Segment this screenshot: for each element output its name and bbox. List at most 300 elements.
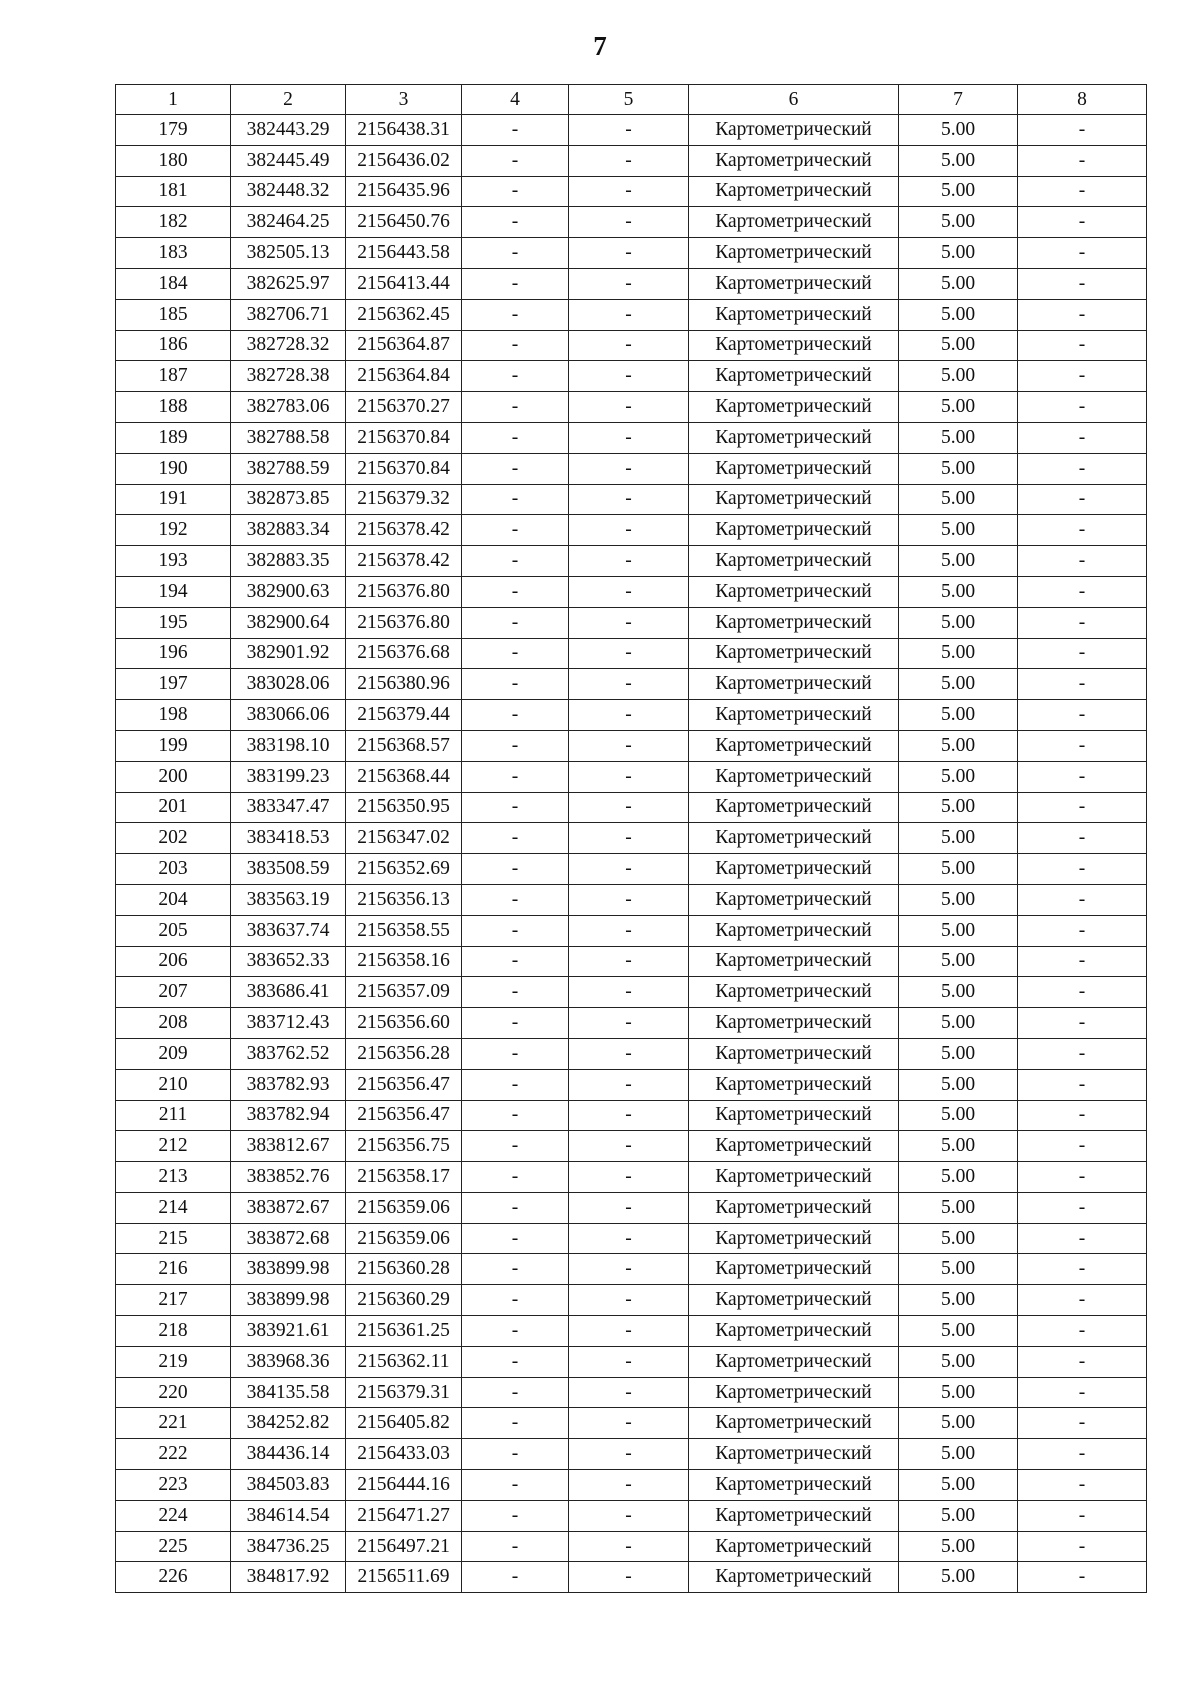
column-8-cell: - — [1018, 1377, 1147, 1408]
x-coordinate-cell: 383686.41 — [231, 977, 346, 1008]
y-coordinate-cell: 2156433.03 — [346, 1439, 462, 1470]
point-number-cell: 194 — [116, 576, 231, 607]
column-8-cell: - — [1018, 1500, 1147, 1531]
x-coordinate-cell: 384436.14 — [231, 1439, 346, 1470]
column-4-cell: - — [462, 392, 569, 423]
y-coordinate-cell: 2156360.29 — [346, 1285, 462, 1316]
header-cell-4: 4 — [462, 85, 569, 115]
y-coordinate-cell: 2156370.84 — [346, 422, 462, 453]
column-5-cell: - — [569, 669, 689, 700]
column-5-cell: - — [569, 1223, 689, 1254]
precision-cell: 5.00 — [899, 1192, 1018, 1223]
column-8-cell: - — [1018, 884, 1147, 915]
table-row — [116, 546, 1147, 577]
x-coordinate-cell: 383198.10 — [231, 730, 346, 761]
y-coordinate-cell: 2156370.27 — [346, 392, 462, 423]
column-4-cell: - — [462, 761, 569, 792]
column-4-cell: - — [462, 1131, 569, 1162]
x-coordinate-cell: 384817.92 — [231, 1562, 346, 1593]
precision-cell: 5.00 — [899, 946, 1018, 977]
method-cell: Картометрический — [689, 576, 899, 607]
y-coordinate-cell: 2156359.06 — [346, 1192, 462, 1223]
column-4-cell: - — [462, 1408, 569, 1439]
point-number-cell: 201 — [116, 792, 231, 823]
method-cell: Картометрический — [689, 1038, 899, 1069]
method-cell: Картометрический — [689, 422, 899, 453]
table-row — [116, 1377, 1147, 1408]
column-8-cell: - — [1018, 1069, 1147, 1100]
x-coordinate-cell: 384736.25 — [231, 1531, 346, 1562]
header-cell-1: 1 — [116, 85, 231, 115]
column-8-cell: - — [1018, 546, 1147, 577]
table-row — [116, 392, 1147, 423]
x-coordinate-cell: 382901.92 — [231, 638, 346, 669]
column-5-cell: - — [569, 946, 689, 977]
precision-cell: 5.00 — [899, 638, 1018, 669]
column-4-cell: - — [462, 1562, 569, 1593]
y-coordinate-cell: 2156368.57 — [346, 730, 462, 761]
method-cell: Картометрический — [689, 1562, 899, 1593]
column-4-cell: - — [462, 946, 569, 977]
x-coordinate-cell: 383563.19 — [231, 884, 346, 915]
column-4-cell: - — [462, 1439, 569, 1470]
point-number-cell: 179 — [116, 115, 231, 146]
x-coordinate-cell: 382788.59 — [231, 453, 346, 484]
column-8-cell: - — [1018, 1162, 1147, 1193]
column-5-cell: - — [569, 1500, 689, 1531]
y-coordinate-cell: 2156450.76 — [346, 207, 462, 238]
precision-cell: 5.00 — [899, 1285, 1018, 1316]
precision-cell: 5.00 — [899, 1562, 1018, 1593]
precision-cell: 5.00 — [899, 854, 1018, 885]
table-row — [116, 1500, 1147, 1531]
table-row — [116, 422, 1147, 453]
method-cell: Картометрический — [689, 176, 899, 207]
x-coordinate-cell: 382706.71 — [231, 299, 346, 330]
table-row — [116, 1439, 1147, 1470]
point-number-cell: 214 — [116, 1192, 231, 1223]
precision-cell: 5.00 — [899, 1254, 1018, 1285]
column-8-cell: - — [1018, 946, 1147, 977]
table-row — [116, 176, 1147, 207]
y-coordinate-cell: 2156438.31 — [346, 115, 462, 146]
method-cell: Картометрический — [689, 115, 899, 146]
x-coordinate-cell: 382625.97 — [231, 268, 346, 299]
column-8-cell: - — [1018, 607, 1147, 638]
x-coordinate-cell: 383418.53 — [231, 823, 346, 854]
column-8-cell: - — [1018, 854, 1147, 885]
column-4-cell: - — [462, 1162, 569, 1193]
point-number-cell: 191 — [116, 484, 231, 515]
y-coordinate-cell: 2156368.44 — [346, 761, 462, 792]
x-coordinate-cell: 383872.67 — [231, 1192, 346, 1223]
coordinates-table — [115, 84, 1147, 1593]
table-row — [116, 1254, 1147, 1285]
column-5-cell: - — [569, 176, 689, 207]
table-row — [116, 792, 1147, 823]
precision-cell: 5.00 — [899, 145, 1018, 176]
y-coordinate-cell: 2156471.27 — [346, 1500, 462, 1531]
point-number-cell: 190 — [116, 453, 231, 484]
column-8-cell: - — [1018, 238, 1147, 269]
table-row — [116, 1408, 1147, 1439]
y-coordinate-cell: 2156358.55 — [346, 915, 462, 946]
column-4-cell: - — [462, 1069, 569, 1100]
column-8-cell: - — [1018, 453, 1147, 484]
header-cell-2: 2 — [231, 85, 346, 115]
column-4-cell: - — [462, 515, 569, 546]
point-number-cell: 222 — [116, 1439, 231, 1470]
method-cell: Картометрический — [689, 1531, 899, 1562]
table-row — [116, 946, 1147, 977]
method-cell: Картометрический — [689, 1439, 899, 1470]
header-cell-8: 8 — [1018, 85, 1147, 115]
column-4-cell: - — [462, 669, 569, 700]
x-coordinate-cell: 383872.68 — [231, 1223, 346, 1254]
point-number-cell: 185 — [116, 299, 231, 330]
table-row — [116, 1192, 1147, 1223]
table-row — [116, 1162, 1147, 1193]
x-coordinate-cell: 383637.74 — [231, 915, 346, 946]
column-5-cell: - — [569, 1069, 689, 1100]
table-row — [116, 854, 1147, 885]
table-body — [116, 115, 1147, 1593]
x-coordinate-cell: 383968.36 — [231, 1346, 346, 1377]
y-coordinate-cell: 2156376.68 — [346, 638, 462, 669]
column-4-cell: - — [462, 422, 569, 453]
precision-cell: 5.00 — [899, 1223, 1018, 1254]
column-5-cell: - — [569, 1038, 689, 1069]
y-coordinate-cell: 2156511.69 — [346, 1562, 462, 1593]
column-5-cell: - — [569, 546, 689, 577]
method-cell: Картометрический — [689, 915, 899, 946]
column-4-cell: - — [462, 1500, 569, 1531]
method-cell: Картометрический — [689, 700, 899, 731]
column-4-cell: - — [462, 823, 569, 854]
x-coordinate-cell: 382445.49 — [231, 145, 346, 176]
table-row — [116, 330, 1147, 361]
page-number: 7 — [593, 31, 607, 61]
table-row — [116, 1223, 1147, 1254]
point-number-cell: 196 — [116, 638, 231, 669]
point-number-cell: 183 — [116, 238, 231, 269]
method-cell: Картометрический — [689, 515, 899, 546]
y-coordinate-cell: 2156350.95 — [346, 792, 462, 823]
column-5-cell: - — [569, 207, 689, 238]
precision-cell: 5.00 — [899, 1008, 1018, 1039]
point-number-cell: 224 — [116, 1500, 231, 1531]
table-row — [116, 145, 1147, 176]
x-coordinate-cell: 382900.64 — [231, 607, 346, 638]
column-8-cell: - — [1018, 730, 1147, 761]
table-row — [116, 1346, 1147, 1377]
column-5-cell: - — [569, 1377, 689, 1408]
x-coordinate-cell: 382448.32 — [231, 176, 346, 207]
column-5-cell: - — [569, 1316, 689, 1347]
table-row — [116, 115, 1147, 146]
table-row — [116, 1069, 1147, 1100]
method-cell: Картометрический — [689, 792, 899, 823]
column-4-cell: - — [462, 361, 569, 392]
precision-cell: 5.00 — [899, 669, 1018, 700]
point-number-cell: 192 — [116, 515, 231, 546]
y-coordinate-cell: 2156356.47 — [346, 1100, 462, 1131]
method-cell: Картометрический — [689, 1162, 899, 1193]
table-row — [116, 823, 1147, 854]
x-coordinate-cell: 383899.98 — [231, 1254, 346, 1285]
point-number-cell: 202 — [116, 823, 231, 854]
precision-cell: 5.00 — [899, 792, 1018, 823]
table-row — [116, 1470, 1147, 1501]
y-coordinate-cell: 2156379.32 — [346, 484, 462, 515]
method-cell: Картометрический — [689, 238, 899, 269]
point-number-cell: 223 — [116, 1470, 231, 1501]
table-row — [116, 1562, 1147, 1593]
precision-cell: 5.00 — [899, 1346, 1018, 1377]
x-coordinate-cell: 382900.63 — [231, 576, 346, 607]
point-number-cell: 210 — [116, 1069, 231, 1100]
precision-cell: 5.00 — [899, 238, 1018, 269]
y-coordinate-cell: 2156356.13 — [346, 884, 462, 915]
column-5-cell: - — [569, 1562, 689, 1593]
x-coordinate-cell: 383852.76 — [231, 1162, 346, 1193]
x-coordinate-cell: 383812.67 — [231, 1131, 346, 1162]
method-cell: Картометрический — [689, 1008, 899, 1039]
header-cell-6: 6 — [689, 85, 899, 115]
column-5-cell: - — [569, 700, 689, 731]
column-5-cell: - — [569, 977, 689, 1008]
precision-cell: 5.00 — [899, 268, 1018, 299]
column-8-cell: - — [1018, 1408, 1147, 1439]
precision-cell: 5.00 — [899, 1038, 1018, 1069]
table-row — [116, 1008, 1147, 1039]
column-8-cell: - — [1018, 1131, 1147, 1162]
precision-cell: 5.00 — [899, 330, 1018, 361]
y-coordinate-cell: 2156376.80 — [346, 607, 462, 638]
method-cell: Картометрический — [689, 730, 899, 761]
column-8-cell: - — [1018, 792, 1147, 823]
column-5-cell: - — [569, 1285, 689, 1316]
point-number-cell: 197 — [116, 669, 231, 700]
y-coordinate-cell: 2156358.16 — [346, 946, 462, 977]
point-number-cell: 186 — [116, 330, 231, 361]
column-4-cell: - — [462, 1316, 569, 1347]
column-5-cell: - — [569, 1254, 689, 1285]
table-row — [116, 607, 1147, 638]
method-cell: Картометрический — [689, 1470, 899, 1501]
y-coordinate-cell: 2156379.31 — [346, 1377, 462, 1408]
method-cell: Картометрический — [689, 453, 899, 484]
point-number-cell: 208 — [116, 1008, 231, 1039]
table-row — [116, 1531, 1147, 1562]
column-4-cell: - — [462, 268, 569, 299]
precision-cell: 5.00 — [899, 422, 1018, 453]
precision-cell: 5.00 — [899, 1531, 1018, 1562]
column-4-cell: - — [462, 854, 569, 885]
precision-cell: 5.00 — [899, 361, 1018, 392]
column-4-cell: - — [462, 299, 569, 330]
precision-cell: 5.00 — [899, 1316, 1018, 1347]
column-5-cell: - — [569, 1531, 689, 1562]
y-coordinate-cell: 2156362.45 — [346, 299, 462, 330]
column-5-cell: - — [569, 1192, 689, 1223]
column-8-cell: - — [1018, 823, 1147, 854]
column-8-cell: - — [1018, 1285, 1147, 1316]
method-cell: Картометрический — [689, 484, 899, 515]
method-cell: Картометрический — [689, 761, 899, 792]
y-coordinate-cell: 2156359.06 — [346, 1223, 462, 1254]
column-5-cell: - — [569, 1408, 689, 1439]
table-row — [116, 1316, 1147, 1347]
precision-cell: 5.00 — [899, 977, 1018, 1008]
column-4-cell: - — [462, 730, 569, 761]
column-4-cell: - — [462, 607, 569, 638]
column-5-cell: - — [569, 1100, 689, 1131]
column-8-cell: - — [1018, 515, 1147, 546]
column-4-cell: - — [462, 115, 569, 146]
table-row — [116, 1100, 1147, 1131]
point-number-cell: 216 — [116, 1254, 231, 1285]
point-number-cell: 203 — [116, 854, 231, 885]
method-cell: Картометрический — [689, 1254, 899, 1285]
precision-cell: 5.00 — [899, 1439, 1018, 1470]
column-8-cell: - — [1018, 268, 1147, 299]
table-row — [116, 1038, 1147, 1069]
column-4-cell: - — [462, 453, 569, 484]
point-number-cell: 212 — [116, 1131, 231, 1162]
point-number-cell: 195 — [116, 607, 231, 638]
table-row — [116, 884, 1147, 915]
precision-cell: 5.00 — [899, 207, 1018, 238]
table-row — [116, 576, 1147, 607]
precision-cell: 5.00 — [899, 761, 1018, 792]
table-row — [116, 1131, 1147, 1162]
column-5-cell: - — [569, 1346, 689, 1377]
table-row — [116, 299, 1147, 330]
column-4-cell: - — [462, 1008, 569, 1039]
point-number-cell: 205 — [116, 915, 231, 946]
method-cell: Картометрический — [689, 977, 899, 1008]
x-coordinate-cell: 383066.06 — [231, 700, 346, 731]
column-4-cell: - — [462, 176, 569, 207]
x-coordinate-cell: 383508.59 — [231, 854, 346, 885]
column-4-cell: - — [462, 207, 569, 238]
table-header — [116, 85, 1147, 115]
column-5-cell: - — [569, 515, 689, 546]
column-8-cell: - — [1018, 1192, 1147, 1223]
method-cell: Картометрический — [689, 607, 899, 638]
column-4-cell: - — [462, 1346, 569, 1377]
method-cell: Картометрический — [689, 823, 899, 854]
column-8-cell: - — [1018, 330, 1147, 361]
y-coordinate-cell: 2156361.25 — [346, 1316, 462, 1347]
y-coordinate-cell: 2156405.82 — [346, 1408, 462, 1439]
column-4-cell: - — [462, 1470, 569, 1501]
point-number-cell: 198 — [116, 700, 231, 731]
x-coordinate-cell: 383199.23 — [231, 761, 346, 792]
column-8-cell: - — [1018, 576, 1147, 607]
y-coordinate-cell: 2156364.87 — [346, 330, 462, 361]
precision-cell: 5.00 — [899, 1069, 1018, 1100]
x-coordinate-cell: 384252.82 — [231, 1408, 346, 1439]
y-coordinate-cell: 2156356.47 — [346, 1069, 462, 1100]
method-cell: Картометрический — [689, 1377, 899, 1408]
column-5-cell: - — [569, 115, 689, 146]
column-5-cell: - — [569, 792, 689, 823]
method-cell: Картометрический — [689, 361, 899, 392]
column-5-cell: - — [569, 238, 689, 269]
method-cell: Картометрический — [689, 145, 899, 176]
point-number-cell: 199 — [116, 730, 231, 761]
column-5-cell: - — [569, 299, 689, 330]
column-5-cell: - — [569, 1162, 689, 1193]
x-coordinate-cell: 383712.43 — [231, 1008, 346, 1039]
method-cell: Картометрический — [689, 669, 899, 700]
precision-cell: 5.00 — [899, 915, 1018, 946]
y-coordinate-cell: 2156378.42 — [346, 546, 462, 577]
table-row — [116, 700, 1147, 731]
column-5-cell: - — [569, 145, 689, 176]
column-8-cell: - — [1018, 669, 1147, 700]
x-coordinate-cell: 384135.58 — [231, 1377, 346, 1408]
column-8-cell: - — [1018, 207, 1147, 238]
column-5-cell: - — [569, 915, 689, 946]
column-8-cell: - — [1018, 115, 1147, 146]
precision-cell: 5.00 — [899, 1100, 1018, 1131]
method-cell: Картометрический — [689, 1408, 899, 1439]
precision-cell: 5.00 — [899, 823, 1018, 854]
column-4-cell: - — [462, 915, 569, 946]
column-8-cell: - — [1018, 1531, 1147, 1562]
column-5-cell: - — [569, 1439, 689, 1470]
x-coordinate-cell: 382883.34 — [231, 515, 346, 546]
column-4-cell: - — [462, 330, 569, 361]
method-cell: Картометрический — [689, 1069, 899, 1100]
column-5-cell: - — [569, 884, 689, 915]
column-5-cell: - — [569, 854, 689, 885]
point-number-cell: 213 — [116, 1162, 231, 1193]
y-coordinate-cell: 2156370.84 — [346, 453, 462, 484]
x-coordinate-cell: 382505.13 — [231, 238, 346, 269]
precision-cell: 5.00 — [899, 1470, 1018, 1501]
method-cell: Картометрический — [689, 884, 899, 915]
x-coordinate-cell: 382728.32 — [231, 330, 346, 361]
column-8-cell: - — [1018, 1223, 1147, 1254]
column-5-cell: - — [569, 361, 689, 392]
column-4-cell: - — [462, 977, 569, 1008]
y-coordinate-cell: 2156497.21 — [346, 1531, 462, 1562]
table-row — [116, 484, 1147, 515]
x-coordinate-cell: 383028.06 — [231, 669, 346, 700]
precision-cell: 5.00 — [899, 730, 1018, 761]
point-number-cell: 221 — [116, 1408, 231, 1439]
x-coordinate-cell: 383899.98 — [231, 1285, 346, 1316]
column-4-cell: - — [462, 884, 569, 915]
point-number-cell: 181 — [116, 176, 231, 207]
y-coordinate-cell: 2156444.16 — [346, 1470, 462, 1501]
table-row — [116, 207, 1147, 238]
x-coordinate-cell: 382883.35 — [231, 546, 346, 577]
column-8-cell: - — [1018, 638, 1147, 669]
column-8-cell: - — [1018, 361, 1147, 392]
column-8-cell: - — [1018, 145, 1147, 176]
point-number-cell: 219 — [116, 1346, 231, 1377]
point-number-cell: 215 — [116, 1223, 231, 1254]
x-coordinate-cell: 382783.06 — [231, 392, 346, 423]
column-8-cell: - — [1018, 1346, 1147, 1377]
method-cell: Картометрический — [689, 330, 899, 361]
x-coordinate-cell: 382873.85 — [231, 484, 346, 515]
